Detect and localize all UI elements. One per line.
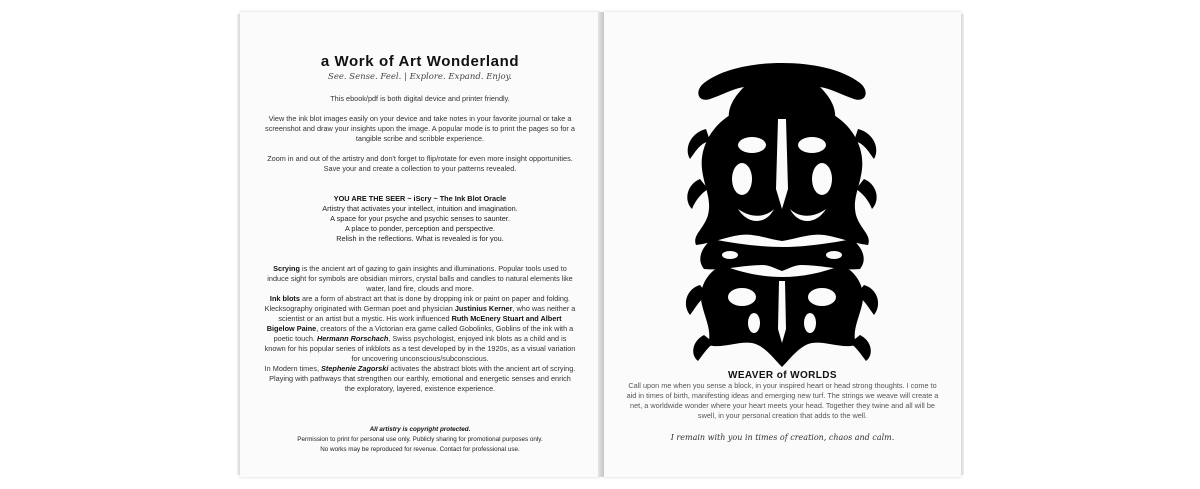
zoom-instructions: Zoom in and out of the artistry and don't forget to flip/rotate for even more insight opportunities. Save your and create a collection to your patterns revealed. bbox=[267, 154, 573, 173]
page-title: a Work of Art Wonderland bbox=[320, 53, 520, 70]
left-page bbox=[240, 12, 600, 477]
modern-paragraph: In Modern times, Stephenie Zagorski activates the abstract blots with the ancient art of scrying. Playing with pathways that strengthen our earthly, emotional and energetic senses and enrich the exploratory, layered, existence experience. bbox=[264, 364, 576, 393]
copyright-section bbox=[264, 425, 576, 455]
copyright-heading: All artistry is copyright protected. bbox=[369, 426, 471, 433]
seer-section bbox=[264, 194, 576, 244]
weaver-title: WEAVER of WORLDS bbox=[728, 370, 837, 381]
seer-line: A space for your psyche and psychic senses to saunter. bbox=[330, 214, 510, 223]
view-instructions: View the ink blot images easily on your device and take notes in your favorite journal or take a screenshot and draw your insights upon the image. A popular mode is to print the pages so for a tangible scribe and scribble experience. bbox=[265, 114, 575, 143]
seer-heading: YOU ARE THE SEER ~ iScry ~ The Ink Blot Oracle bbox=[333, 194, 507, 203]
history-section bbox=[264, 264, 576, 394]
scrying-term: Scrying bbox=[273, 264, 300, 273]
copyright-line: No works may be reproduced for revenue. Contact for professional use. bbox=[320, 446, 520, 453]
tagline: See. Sense. Feel. | Explore. Expand. Enjoy. bbox=[328, 72, 512, 82]
seer-line: Relish in the reflections. What is revealed is for you. bbox=[336, 234, 504, 243]
weaver-text: Call upon me when you sense a block, in your inspired heart or head strong thoughts. I come to aid in times of birth, manifesting ideas and emerging new turf. The strings we weave will create a net, a worldwide wonder where your heart meets your head. Together they twine and all will be swell, in your personal creation that adds to the well. bbox=[626, 381, 939, 420]
weaver-signature: I remain with you in times of creation, chaos and calm. bbox=[670, 433, 895, 442]
seer-line: A place to ponder, perception and perspective. bbox=[344, 224, 496, 233]
intro-text: This ebook/pdf is both digital device and printer friendly. bbox=[330, 94, 510, 103]
scrying-paragraph: Scrying is the ancient art of gazing to gain insights and illuminations. Popular tools used to induce sight for symbols are obsidian mirrors, crystal balls and candles to natural elements like water, land fire, clouds and more. bbox=[267, 264, 573, 293]
copyright-line: Permission to print for personal use only. Publicly sharing for promotional purposes only. bbox=[297, 436, 543, 443]
inkblots-term: Ink blots bbox=[269, 294, 300, 303]
inkblots-paragraph: Ink blots are a form of abstract art that is done by dropping ink or paint on paper and folding. Klecksography originated with German poet and physician Justinius Kerner, who was neither a scientist or an artist but a mystic. His work influenced Ruth McEnery Stuart and Albert Bigelow Paine, creators of the a Victorian era game called Gobolinks, Goblins of the ink with a poetic touch. Hermann Rorschach, Swiss psychologist, enjoyed ink blots as a child and is known for his popular series of inkblots as a test developed by in the 1920s, as a visual variation for uncovering unconscious/subconscious. bbox=[264, 294, 576, 363]
ink-blot-artwork bbox=[682, 59, 882, 371]
right-page bbox=[604, 12, 961, 477]
seer-line: Artistry that activates your intellect, intuition and imagination. bbox=[322, 204, 518, 213]
